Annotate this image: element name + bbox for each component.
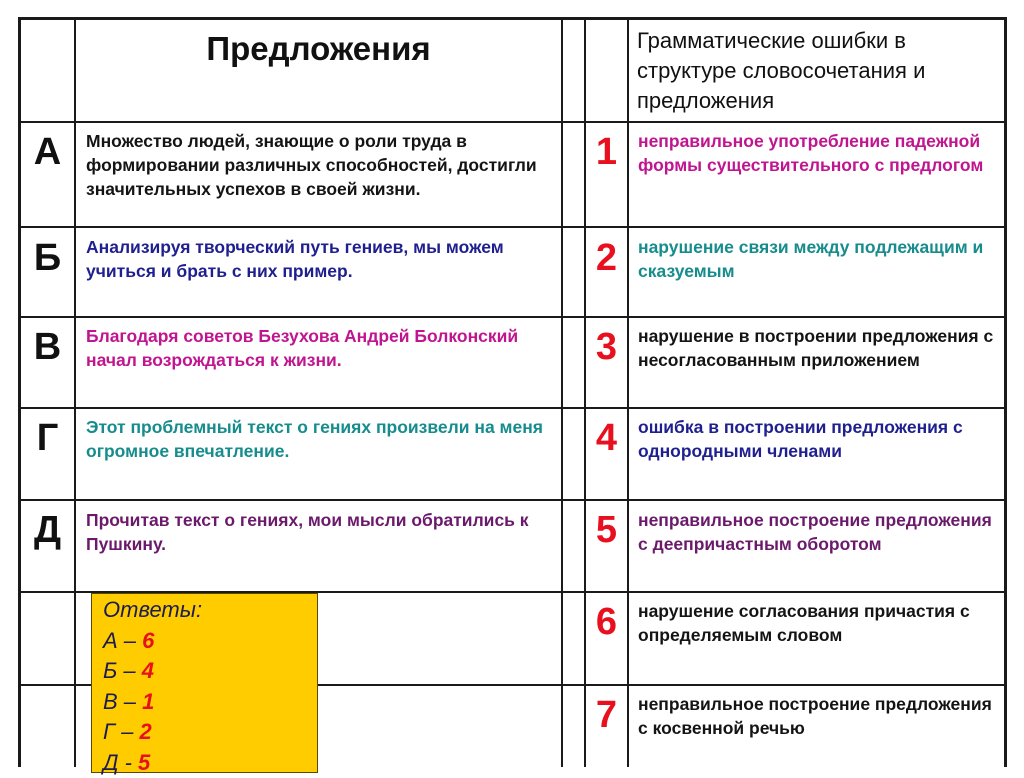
answer-item: [103, 656, 317, 687]
row-letter: В: [21, 326, 74, 369]
table-divider: [18, 226, 1006, 228]
error-description: нарушение в построении предложения с несогласованным приложением: [638, 324, 1000, 372]
error-number: 4: [586, 417, 627, 460]
row-letter: А: [21, 131, 74, 174]
error-description: нарушение согласования причастия с определяемым словом: [638, 599, 1000, 647]
answer-item: [103, 748, 317, 778]
answer-letter: Г –: [103, 719, 139, 744]
table-divider: [18, 316, 1006, 318]
answer-number: 5: [138, 750, 150, 775]
answer-item: [103, 687, 317, 718]
row-letter: Б: [21, 237, 74, 280]
table-divider: [18, 499, 1006, 501]
row-letter: Г: [21, 417, 74, 460]
error-number: 7: [586, 694, 627, 737]
answer-letter: В –: [103, 689, 142, 714]
answers-box: [91, 593, 318, 773]
error-number: 5: [586, 509, 627, 552]
table-border-top: [18, 17, 1006, 20]
error-number: 1: [586, 131, 627, 174]
answer-letter: Б –: [103, 658, 142, 683]
answer-number: 1: [142, 689, 154, 714]
answers-title: Ответы:: [103, 595, 317, 626]
table-border-left: [18, 17, 21, 767]
sentence-text: Анализируя творческий путь гениев, мы можем учиться и брать с них пример.: [86, 235, 556, 283]
table-divider: [18, 121, 1006, 123]
error-number: 3: [586, 326, 627, 369]
answer-number: 4: [142, 658, 154, 683]
sentence-text: Прочитав текст о гениях, мои мысли обратились к Пушкину.: [86, 508, 556, 556]
errors-column-header: Грамматические ошибки в структуре словосочетания и предложения: [637, 26, 997, 116]
table-column-divider: [561, 17, 563, 767]
error-description: нарушение связи между подлежащим и сказуемым: [638, 235, 1000, 283]
sentences-column-header: Предложения: [76, 30, 561, 68]
sentence-text: Этот проблемный текст о гениях произвели на меня огромное впечатление.: [86, 415, 556, 463]
table-divider: [18, 407, 1006, 409]
sentence-text: Благодаря советов Безухова Андрей Болконский начал возрождаться к жизни.: [86, 324, 556, 372]
error-description: неправильное употребление падежной формы существительного с предлогом: [638, 129, 1000, 177]
error-number: 6: [586, 601, 627, 644]
answer-letter: А –: [103, 628, 142, 653]
answer-item: [103, 717, 317, 748]
answer-number: 6: [142, 628, 154, 653]
sentence-text: Множество людей, знающие о роли труда в формировании различных способностей, достигли значительных успехов в своей жизни.: [86, 129, 556, 201]
row-letter: Д: [21, 509, 74, 552]
error-description: неправильное построение предложения с деепричастным оборотом: [638, 508, 1000, 556]
answer-item: [103, 626, 317, 657]
table-column-divider: [74, 17, 76, 767]
table-column-divider: [584, 17, 586, 767]
answer-letter: Д -: [103, 750, 138, 775]
error-number: 2: [586, 237, 627, 280]
answer-number: 2: [139, 719, 151, 744]
error-description: ошибка в построении предложения с однородными членами: [638, 415, 1000, 463]
table-border-right: [1004, 17, 1007, 767]
table-column-divider: [627, 17, 629, 767]
error-description: неправильное построение предложения с косвенной речью: [638, 692, 1000, 740]
